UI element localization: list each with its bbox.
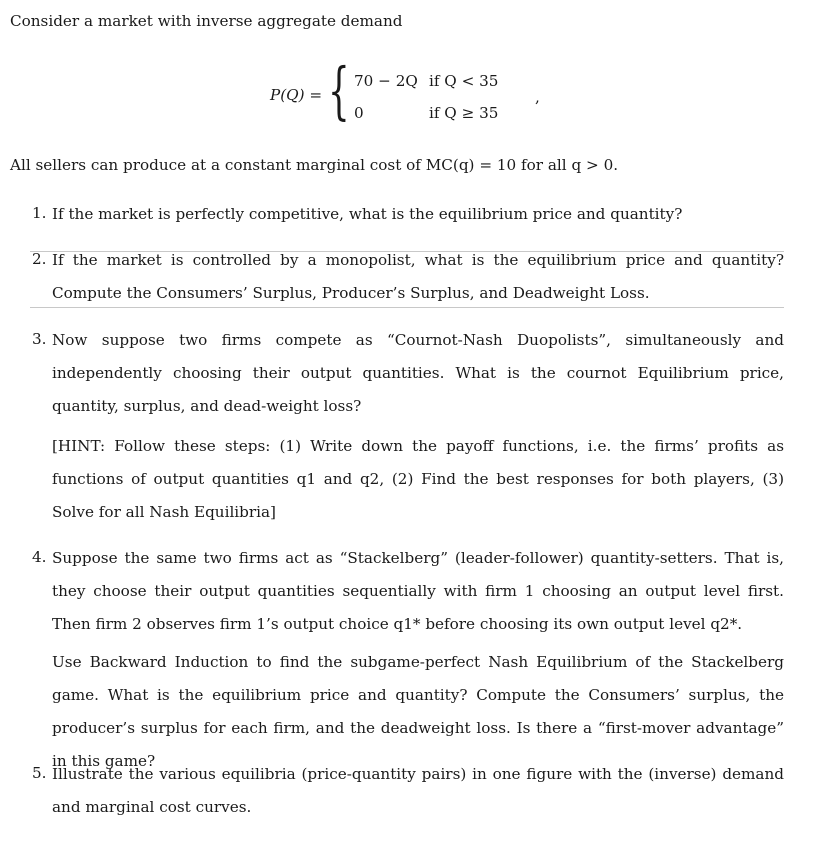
- question-3-text: Now suppose two firms compete as “Cournot-Nash Duopolists”, simultaneously and independently choosing their output quantities. What is the cournot Equilibrium price, quantity, surplus, and dead-weight loss?: [52, 331, 784, 415]
- equation-comma: ,: [535, 88, 540, 106]
- question-5-text: Illustrate the various equilibria (price-quantity pairs) in one figure with the (inverse) demand and marginal cost curves.: [52, 765, 784, 816]
- intro-text: Consider a market with inverse aggregate demand: [10, 12, 403, 30]
- question-2-number: 2.: [32, 250, 47, 268]
- question-4-number: 4.: [32, 548, 47, 566]
- question-4-text: Suppose the same two firms act as “Stackelberg” (leader-follower) quantity-setters. That is, they choose their output quantities sequentially with firm 1 choosing an output level first. Then firm 2 observes firm 1’s output choice q1* before choosing its own output level q2*.: [52, 549, 784, 633]
- question-4-text-2: Use Backward Induction to find the subgame-perfect Nash Equilibrium of the Stackelberg game. What is the equilibrium price and quantity? Compute the Consumers’ surplus, the producer’s surplus for each firm, and the deadweight loss. Is there a “first-mover advantage” in this game?: [52, 653, 784, 770]
- question-3-number: 3.: [32, 330, 47, 348]
- equation-lhs: [270, 86, 322, 104]
- curly-brace-icon: {: [328, 54, 350, 127]
- case-1-condition: if Q < 35: [429, 72, 499, 90]
- cost-statement: All sellers can produce at a constant marginal cost of MC(q) = 10 for all q > 0.: [10, 156, 619, 174]
- question-5-number: 5.: [32, 764, 47, 782]
- question-2-text: If the market is controlled by a monopolist, what is the equilibrium price and quantity? Compute the Consumers’ Surplus, Producer’s Surplus, and Deadweight Loss.: [52, 251, 784, 302]
- lhs-expression: P(Q) =: [270, 86, 323, 104]
- case-1-value: 70 − 2Q: [354, 72, 418, 90]
- case-2-value: 0: [354, 104, 364, 122]
- case-2-condition: if Q ≥ 35: [429, 104, 499, 122]
- question-1-text: If the market is perfectly competitive, what is the equilibrium price and quantity?: [52, 205, 683, 223]
- question-3-hint: [HINT: Follow these steps: (1) Write down the payoff functions, i.e. the firms’ profits as functions of output quantities q1 and q2, (2) Find the best responses for both players, (3) Solve for all Nash Equilibria]: [52, 437, 784, 521]
- question-1-number: 1.: [32, 204, 47, 222]
